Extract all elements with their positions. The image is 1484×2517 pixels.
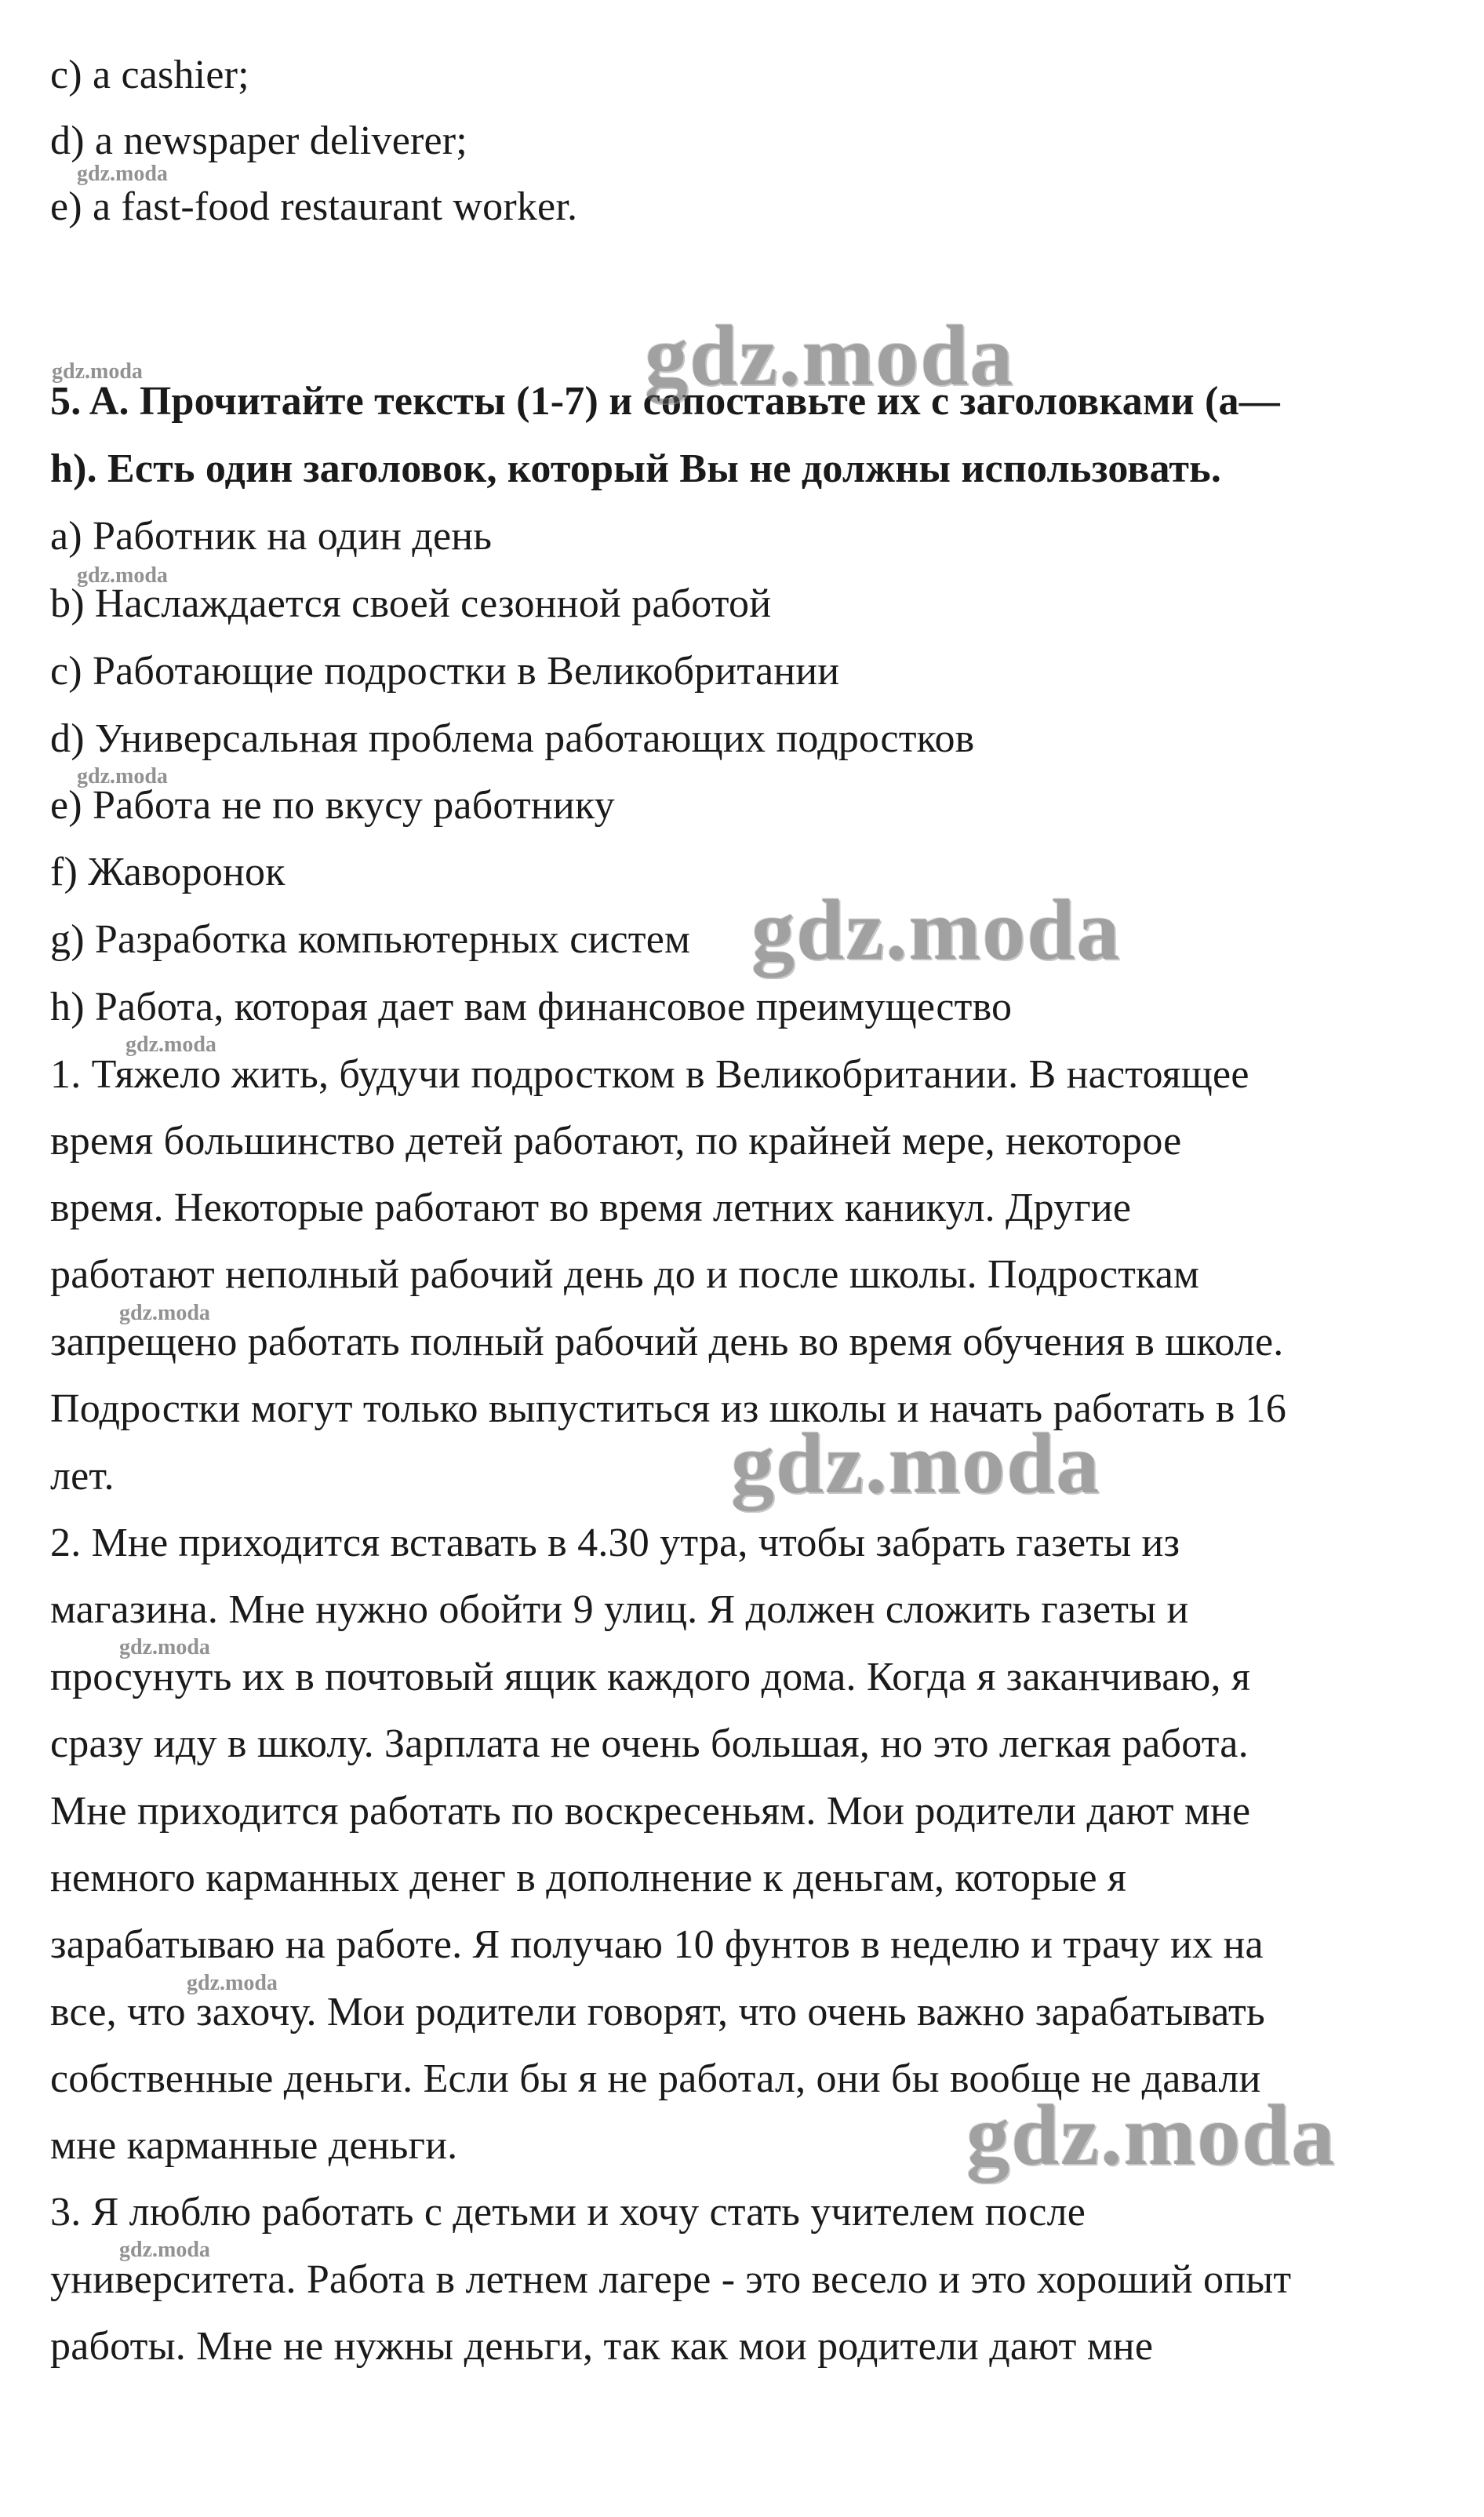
text-2-line: 2. Мне приходится вставать в 4.30 утра, чтобы забрать газеты из [50,1521,1180,1565]
heading-option-a: a) Работник на один день [50,514,493,559]
heading-option-b: b) Наслаждается своей сезонной работой [50,581,772,626]
heading-option-d: d) Универсальная проблема работающих подростков [50,716,975,761]
text-1-line: Подростки могут только выпуститься из школы и начать работать в 16 [50,1386,1287,1431]
text-2-line: просунуть их в почтовый ящик каждого дома. Когда я заканчиваю, я [50,1655,1251,1699]
watermark-small: gdz.moda [119,2238,210,2262]
list-item-e: e) a fast-food restaurant worker. [50,184,578,229]
text-2-line: сразу иду в школу. Зарплата не очень большая, но это легкая работа. [50,1721,1249,1766]
text-3-line: 3. Я люблю работать с детьми и хочу стать учителем после [50,2190,1086,2235]
text-2-line: Мне приходится работать по воскресеньям. Мои родители дают мне [50,1789,1251,1834]
text-2-line: зарабатываю на работе. Я получаю 10 фунтов в неделю и трачу их на [50,1922,1264,1967]
watermark-large: gdz.moda [731,1415,1101,1511]
watermark-small: gdz.moda [52,359,143,384]
text-2-line: магазина. Мне нужно обойти 9 улиц. Я должен сложить газеты и [50,1587,1189,1632]
text-1-line: работают неполный рабочий день до и после школы. Подросткам [50,1252,1200,1297]
text-2-line: мне карманные деньги. [50,2123,458,2168]
text-2-line: все, что захочу. Мои родители говорят, что очень важно зарабатывать [50,1990,1265,2034]
watermark-large: gdz.moda [751,882,1122,978]
text-1-line: время большинство детей работают, по крайней мере, некоторое [50,1119,1182,1164]
watermark-small: gdz.moda [187,1971,278,1995]
heading-option-g: g) Разработка компьютерных систем [50,917,691,962]
text-2-line: немного карманных денег в дополнение к деньгам, которые я [50,1856,1127,1900]
watermark-large: gdz.moda [966,2087,1337,2183]
text-1-line: запрещено работать полный рабочий день во время обучения в школе. [50,1320,1284,1364]
text-3-line: университета. Работа в летнем лагере - это весело и это хороший опыт [50,2257,1292,2302]
text-1-line: 1. Тяжело жить, будучи подростком в Великобритании. В настоящее [50,1052,1249,1097]
watermark-small: gdz.moda [125,1033,216,1057]
watermark-small: gdz.moda [77,162,168,186]
text-2-line: собственные деньги. Если бы я не работал, они бы вообще не давали [50,2056,1261,2101]
watermark-small: gdz.moda [119,1301,210,1325]
watermark-small: gdz.moda [77,563,168,588]
watermark-small: gdz.moda [119,1635,210,1659]
task-heading-line-2: h). Есть один заголовок, который Вы не должны использовать. [50,446,1222,491]
text-1-line: лет. [50,1454,115,1499]
heading-option-c: c) Работающие подростки в Великобритании [50,649,840,694]
text-1-line: время. Некоторые работают во время летних каникул. Другие [50,1186,1132,1230]
heading-option-f: f) Жаворонок [50,850,286,894]
watermark-small: gdz.moda [77,764,168,789]
heading-option-h: h) Работа, которая дает вам финансовое преимущество [50,985,1013,1029]
list-item-d: d) a newspaper deliverer; [50,118,467,163]
task-heading-line-1: 5. A. Прочитайте тексты (1-7) и сопоставьте их с заголовками (a— [50,379,1280,424]
heading-option-e: e) Работа не по вкусу работнику [50,783,615,828]
text-3-line: работы. Мне не нужны деньги, так как мои родители дают мне [50,2324,1154,2369]
watermark-large: gdz.moda [645,308,1015,403]
list-item-c: c) a cashier; [50,53,249,97]
